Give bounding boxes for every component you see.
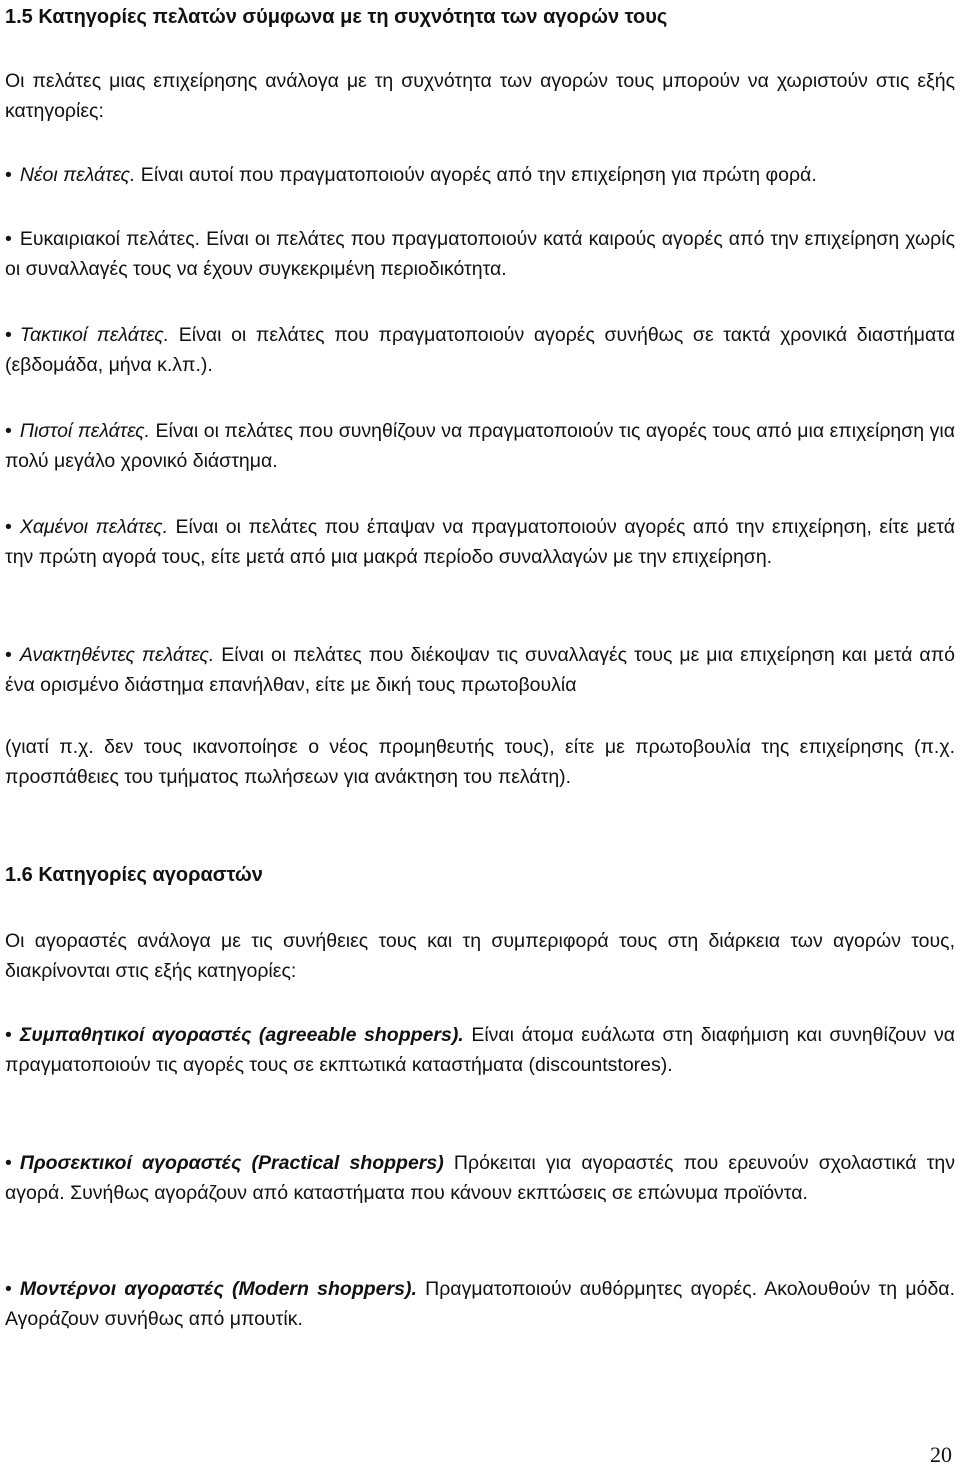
bullet: • [5, 420, 12, 442]
item-text: Είναι οι πελάτες που έπαψαν να πραγματοποιούν αγορές από την επιχείρηση, είτε μετά την πρώτη αγορά τους, είτε μετά από μια μακρά περίοδο συναλλαγών με την επιχείρηση. [5, 516, 955, 568]
bullet: • [5, 324, 12, 346]
intro-paragraph-1-6: Οι αγοραστές ανάλογα με τις συνήθειες τους και τη συμπεριφορά τους στη διάρκεια των αγορών τους, διακρίνονται στις εξής κατηγορίες: [5, 930, 955, 982]
item-lead: Τακτικοί πελάτες. [19, 324, 170, 346]
item-lead: Μοντέρνοι αγοραστές (Modern shoppers). [19, 1278, 417, 1300]
item-text: Πρόκειται για αγοραστές που ερευνούν σχολαστικά την αγορά. Συνήθως αγοράζουν από καταστήματα που κάνουν εκπτώσεις σε επώνυμα προϊόντα. [5, 1152, 955, 1204]
list-item [5, 224, 955, 284]
item-text: Είναι οι πελάτες που συνηθίζουν να πραγματοποιούν τις αγορές τους από μια επιχείρηση για πολύ μεγάλο χρονικό διάστημα. [5, 420, 955, 472]
section-heading-1-5: 1.5 Κατηγορίες πελατών σύμφωνα με τη συχνότητα των αγορών τους [5, 6, 668, 28]
item-text: Πραγματοποιούν αυθόρμητες αγορές. Ακολουθούν τη μόδα. Αγοράζουν συνήθως από μπουτίκ. [5, 1278, 955, 1330]
bullet: • [5, 164, 12, 186]
item-lead: Ανακτηθέντες πελάτες. [19, 644, 215, 666]
bullet: • [5, 1152, 12, 1174]
list-item [5, 1274, 955, 1334]
page-number: 20 [930, 1442, 952, 1467]
item-lead: Προσεκτικοί αγοραστές (Practical shoppers) [19, 1152, 444, 1174]
item-text: Είναι οι πελάτες που πραγματοποιούν κατά καιρούς αγορές από την επιχείρηση χωρίς οι συναλλαγές τους να έχουν συγκεκριμένη περιοδικότητα. [5, 228, 955, 280]
item-text: Είναι οι πελάτες που διέκοψαν τις συναλλαγές τους με μια επιχείρηση και μετά από ένα ορισμένο διάστημα επανήλθαν, είτε με δική τους πρωτοβουλία [5, 644, 955, 696]
item-text: Είναι οι πελάτες που πραγματοποιούν αγορές συνήθως σε τακτά χρονικά διαστήματα (εβδομάδα, μήνα κ.λπ.). [5, 324, 955, 376]
intro-paragraph-1-5: Οι πελάτες μιας επιχείρησης ανάλογα με τη συχνότητα των αγορών τους μπορούν να χωριστούν στις εξής κατηγορίες: [5, 70, 955, 122]
list-item [5, 512, 955, 572]
list-item [5, 640, 955, 700]
bullet: • [5, 644, 12, 666]
list-item [5, 320, 955, 380]
bullet: • [5, 1278, 12, 1300]
bullet: • [5, 228, 12, 250]
section-heading-1-6: 1.6 Κατηγορίες αγοραστών [5, 864, 263, 886]
list-item [5, 160, 955, 190]
item-lead: Νέοι πελάτες. [19, 164, 136, 186]
item-lead: Συμπαθητικοί αγοραστές (agreeable shoppers). [19, 1024, 464, 1046]
bullet: • [5, 516, 12, 538]
item-text: Είναι άτομα ευάλωτα στη διαφήμιση και συνηθίζουν να πραγματοποιούν τις αγορές τους σε εκπτωτικά καταστήματα (discountstores). [5, 1024, 955, 1076]
list-item [5, 416, 955, 476]
list-item [5, 1020, 955, 1080]
list-item-continuation: (γιατί π.χ. δεν τους ικανοποίησε ο νέος προμηθευτής τους), είτε με πρωτοβουλία της επιχείρησης (π.χ. προσπάθειες του τμήματος πωλήσεων για ανάκτηση του πελάτη). [5, 736, 955, 788]
item-lead: Πιστοί πελάτες. [19, 420, 151, 442]
item-text: Είναι αυτοί που πραγματοποιούν αγορές από την επιχείρηση για πρώτη φορά. [135, 164, 817, 186]
item-lead: Ευκαιριακοί πελάτες. [19, 228, 201, 250]
list-item [5, 1148, 955, 1208]
bullet: • [5, 1024, 12, 1046]
item-lead: Χαμένοι πελάτες. [19, 516, 168, 538]
